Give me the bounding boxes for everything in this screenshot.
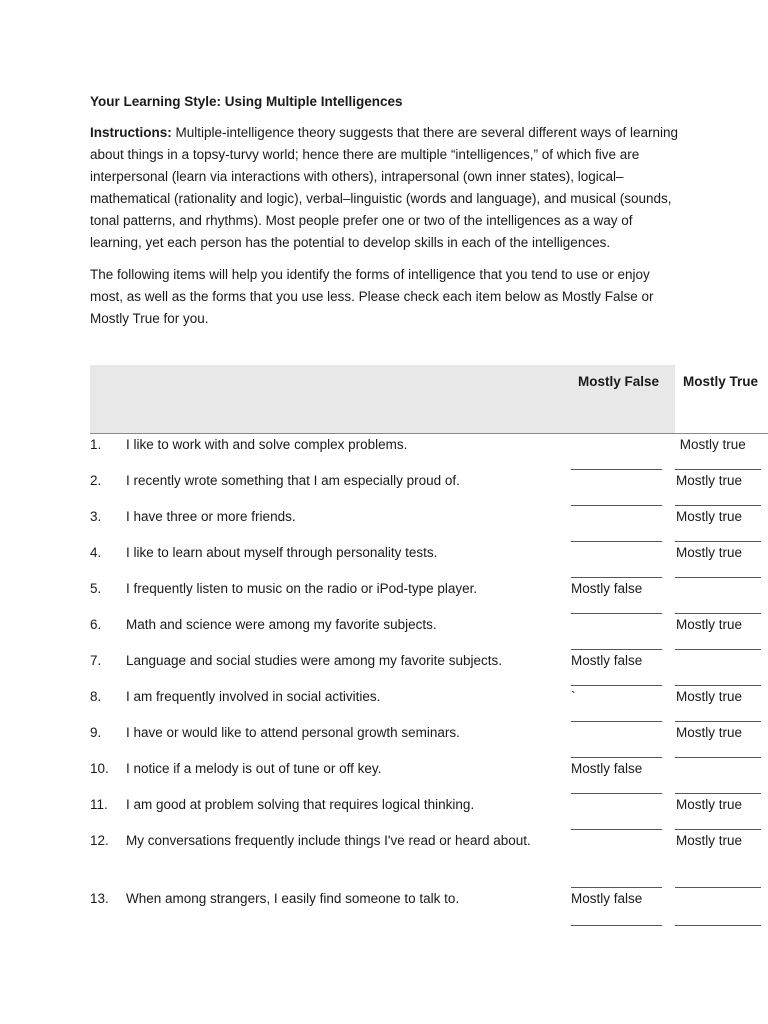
item-text: I like to learn about myself through personality tests.	[126, 545, 438, 560]
mostly-false-answer[interactable]: Mostly false	[571, 891, 643, 906]
item-text: I notice if a melody is out of tune or off key.	[126, 761, 382, 776]
mostly-true-answer[interactable]: Mostly true	[676, 689, 743, 704]
mostly-false-underline	[571, 541, 662, 542]
mostly-false-underline	[571, 613, 662, 614]
item-number: 4.	[90, 545, 102, 560]
item-number: 9.	[90, 725, 102, 740]
mostly-false-answer[interactable]: Mostly false	[571, 761, 643, 776]
mostly-true-underline	[675, 925, 761, 926]
mostly-false-underline	[571, 469, 662, 470]
item-text: Math and science were among my favorite subjects.	[126, 617, 437, 632]
mostly-true-underline	[675, 649, 761, 650]
mostly-false-underline	[571, 793, 662, 794]
mostly-true-underline	[675, 577, 761, 578]
mostly-true-answer[interactable]: Mostly true	[676, 725, 743, 740]
item-number: 6.	[90, 617, 102, 632]
item-text: Language and social studies were among my favorite subjects.	[126, 653, 502, 668]
mostly-true-underline	[675, 887, 761, 888]
mostly-false-answer[interactable]: Mostly false	[571, 581, 643, 596]
item-number: 2.	[90, 473, 102, 488]
page-title: Your Learning Style: Using Multiple Intelligences	[90, 94, 403, 109]
table-header	[90, 365, 768, 434]
mostly-false-underline	[571, 721, 662, 722]
following-paragraph: The following items will help you identify the forms of intelligence that you tend to use or enjoy most, as well as the forms that you use less. Please check each item below as Mostly False or Mostly True for you.	[90, 267, 654, 326]
item-text: I am frequently involved in social activities.	[126, 689, 381, 704]
mostly-true-answer[interactable]: Mostly true	[676, 545, 743, 560]
instructions-paragraph	[90, 122, 680, 254]
instructions-text: Multiple-intelligence theory suggests that there are several different ways of learning about things in a topsy-turvy world; hence there are multiple “intelligences,” of which five are interpersonal (learn via interactions with others), intrapersonal (own inner states), logical–mathematical (rationality and logic), verbal–linguistic (words and language), and musical (sounds, tonal patterns, and rhythms). Most people prefer one or two of the intelligences as a way of learning, yet each person has the potential to develop skills in each of the intelligences.	[90, 125, 679, 250]
mostly-true-answer[interactable]: Mostly true	[676, 617, 743, 632]
item-text: I frequently listen to music on the radio or iPod-type player.	[126, 581, 478, 596]
item-text: When among strangers, I easily find someone to talk to.	[126, 891, 460, 906]
item-number: 8.	[90, 689, 102, 704]
mostly-true-answer[interactable]: Mostly true	[676, 473, 743, 488]
mostly-false-underline	[571, 829, 662, 830]
item-text: I am good at problem solving that requires logical thinking.	[126, 797, 475, 812]
mostly-false-underline	[571, 505, 662, 506]
mostly-true-answer[interactable]: Mostly true	[676, 833, 743, 848]
mostly-false-answer[interactable]: Mostly false	[571, 653, 643, 668]
header-mostly-true: Mostly True	[683, 374, 759, 389]
mostly-false-underline	[571, 925, 662, 926]
item-number: 5.	[90, 581, 102, 596]
mostly-true-answer[interactable]: Mostly true	[676, 797, 743, 812]
item-number: 7.	[90, 653, 102, 668]
item-text: I recently wrote something that I am especially proud of.	[126, 473, 460, 488]
item-text: I have or would like to attend personal growth seminars.	[126, 725, 460, 740]
mostly-true-underline	[675, 757, 761, 758]
item-text: My conversations frequently include things I've read or heard about.	[126, 833, 531, 848]
item-number: 3.	[90, 509, 102, 524]
mostly-false-answer[interactable]: `	[571, 689, 576, 704]
header-mostly-false: Mostly False	[578, 374, 660, 389]
item-text: I like to work with and solve complex problems.	[126, 437, 408, 452]
mostly-true-answer[interactable]: Mostly true	[676, 437, 746, 452]
document-body	[90, 92, 768, 340]
item-number: 1.	[90, 437, 102, 452]
instructions-label: Instructions:	[90, 125, 172, 140]
item-number: 13.	[90, 891, 109, 906]
mostly-true-answer[interactable]: Mostly true	[676, 509, 743, 524]
survey-table	[90, 365, 768, 906]
item-number: 12.	[90, 833, 109, 848]
item-number: 10.	[90, 761, 109, 776]
item-text: I have three or more friends.	[126, 509, 296, 524]
item-number: 11.	[90, 797, 108, 812]
